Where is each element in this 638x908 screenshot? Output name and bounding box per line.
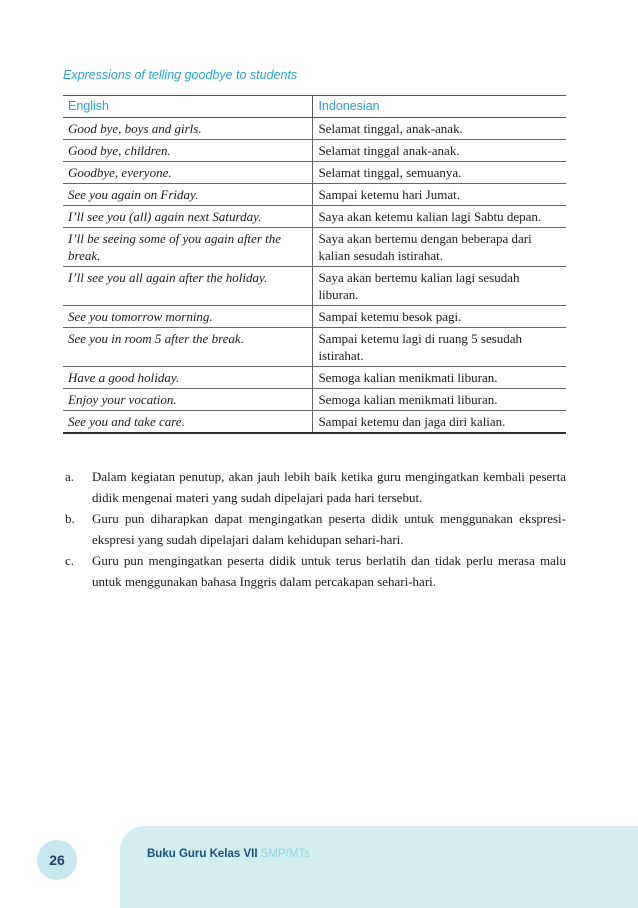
english-cell: See you and take care. xyxy=(63,411,313,434)
list-marker: c. xyxy=(65,553,75,568)
expressions-table xyxy=(63,95,566,434)
page-number: 26 xyxy=(49,852,65,868)
english-cell: Goodbye, everyone. xyxy=(63,162,313,184)
table-row xyxy=(63,162,566,184)
column-header-indonesian: Indonesian xyxy=(313,96,566,118)
indonesian-cell: Selamat tinggal anak-anak. xyxy=(313,140,566,162)
list-marker: b. xyxy=(65,511,75,526)
english-cell: Have a good holiday. xyxy=(63,367,313,389)
list-item-text: Guru pun diharapkan dapat mengingatkan peserta didik untuk menggunakan ekspresi-ekspresi yang sudah dipelajari dalam kehidupan sehari-hari. xyxy=(92,511,566,547)
english-cell: Good bye, children. xyxy=(63,140,313,162)
list-item-text: Dalam kegiatan penutup, akan jauh lebih baik ketika guru mengingatkan kembali peserta didik mengenai materi yang sudah dipelajari pada hari tersebut. xyxy=(92,469,566,505)
table-row xyxy=(63,140,566,162)
english-cell: Enjoy your vocation. xyxy=(63,389,313,411)
list-item xyxy=(63,508,566,550)
footer-book-title xyxy=(147,848,310,860)
indonesian-cell: Semoga kalian menikmati liburan. xyxy=(313,389,566,411)
indonesian-cell: Saya akan bertemu dengan beberapa dari kalian sesudah istirahat. xyxy=(313,228,566,267)
english-cell: I’ll see you all again after the holiday. xyxy=(63,267,313,306)
indonesian-cell: Semoga kalian menikmati liburan. xyxy=(313,367,566,389)
table-row xyxy=(63,411,566,434)
book-subtitle: SMP/MTs xyxy=(260,848,310,860)
english-cell: I’ll be seeing some of you again after the break. xyxy=(63,228,313,267)
list-marker: a. xyxy=(65,469,75,484)
indonesian-cell: Selamat tinggal, anak-anak. xyxy=(313,118,566,140)
table-row xyxy=(63,328,566,367)
english-cell: I’ll see you (all) again next Saturday. xyxy=(63,206,313,228)
english-cell: Good bye, boys and girls. xyxy=(63,118,313,140)
indonesian-cell: Sampai ketemu besok pagi. xyxy=(313,306,566,328)
indonesian-cell: Sampai ketemu lagi di ruang 5 sesudah istirahat. xyxy=(313,328,566,367)
table-row xyxy=(63,118,566,140)
list-item xyxy=(63,550,566,592)
table-row xyxy=(63,228,566,267)
english-cell: See you again on Friday. xyxy=(63,184,313,206)
book-title: Buku Guru Kelas VII xyxy=(147,848,258,860)
indonesian-cell: Saya akan ketemu kalian lagi Sabtu depan. xyxy=(313,206,566,228)
table-header-row xyxy=(63,96,566,118)
table-row xyxy=(63,184,566,206)
indonesian-cell: Sampai ketemu hari Jumat. xyxy=(313,184,566,206)
english-cell: See you tomorrow morning. xyxy=(63,306,313,328)
table-row xyxy=(63,267,566,306)
table-row xyxy=(63,306,566,328)
table-row xyxy=(63,367,566,389)
table-row xyxy=(63,389,566,411)
list-item xyxy=(63,466,566,508)
section-title: Expressions of telling goodbye to students xyxy=(63,68,298,82)
column-header-english: English xyxy=(63,96,313,118)
indonesian-cell: Selamat tinggal, semuanya. xyxy=(313,162,566,184)
teacher-notes-list xyxy=(63,466,566,592)
list-item-text: Guru pun mengingatkan peserta didik untuk terus berlatih dan tidak perlu merasa malu untuk menggunakan bahasa Inggris dalam percakapan sehari-hari. xyxy=(92,553,566,589)
indonesian-cell: Saya akan bertemu kalian lagi sesudah liburan. xyxy=(313,267,566,306)
table-row xyxy=(63,206,566,228)
footer-band xyxy=(120,826,638,908)
page-number-badge xyxy=(37,840,77,880)
indonesian-cell: Sampai ketemu dan jaga diri kalian. xyxy=(313,411,566,434)
english-cell: See you in room 5 after the break. xyxy=(63,328,313,367)
